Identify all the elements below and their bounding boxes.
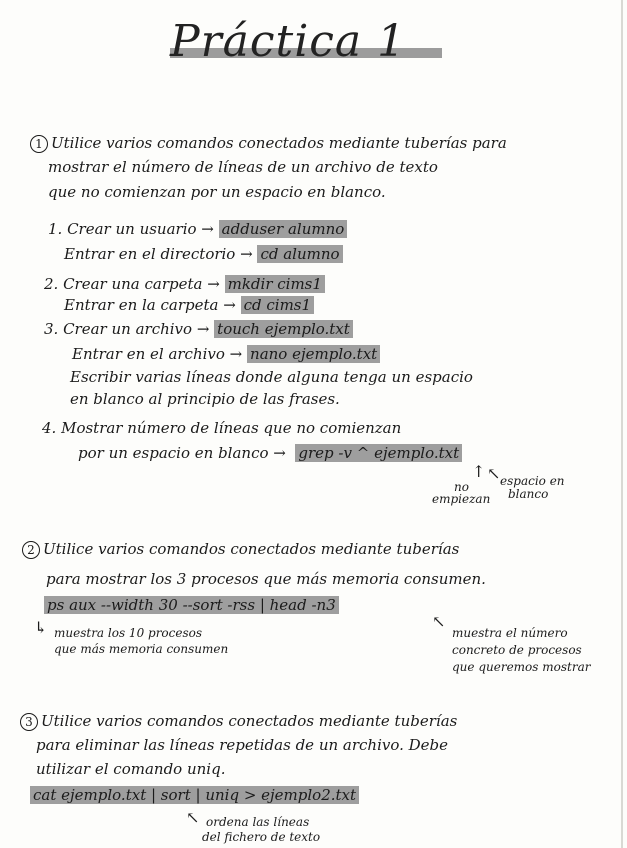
- annotation-left-1: muestra los 10 procesos: [54, 626, 203, 640]
- annotation-right-2: concreto de procesos: [452, 643, 582, 657]
- annotation-sort-2: del fichero de texto: [202, 830, 321, 844]
- exercise-2-line-1: 2 Utilice varios comandos conectados mediante tuberías: [22, 540, 459, 559]
- step-1b: Entrar en el directorio → cd alumno: [64, 245, 343, 263]
- exercise-2-line-2: para mostrar los 3 procesos que más memoria consumen.: [46, 570, 486, 588]
- step-4b: por un espacio en blanco → grep -v ^ ejemplo.txt: [78, 444, 462, 462]
- arrow-up-icon: ↖: [487, 464, 501, 483]
- exercise-3-line-2: para eliminar las líneas repetidas de un archivo. Debe: [36, 736, 449, 754]
- command-highlight: cd alumno: [257, 245, 342, 263]
- annotation-no: no: [454, 480, 469, 494]
- command-highlight: cat ejemplo.txt | sort | uniq > ejemplo2.txt: [30, 786, 359, 804]
- page-title: Práctica 1: [170, 16, 407, 67]
- annotation-right-1: muestra el número: [452, 626, 568, 640]
- annotation-left-2: que más memoria consumen: [54, 642, 229, 656]
- command-highlight: grep -v ^ ejemplo.txt: [295, 444, 462, 462]
- exercise-1-line-3: que no comienzan por un espacio en blanco.: [48, 183, 386, 201]
- arrow-up-icon: ↑: [472, 462, 486, 481]
- step-2b: Entrar en la carpeta → cd cims1: [64, 296, 314, 314]
- step-1a: 1. Crear un usuario → adduser alumno: [48, 220, 347, 238]
- exercise-2-command: [44, 596, 339, 614]
- arrow-up-icon: ↖: [186, 808, 200, 827]
- step-2a: 2. Crear una carpeta → mkdir cims1: [44, 275, 325, 293]
- exercise-3-line-3: utilizar el comando uniq.: [36, 760, 226, 778]
- exercise-1-line-2: mostrar el número de líneas de un archivo de texto: [48, 158, 438, 176]
- command-highlight: cd cims1: [241, 296, 314, 314]
- annotation-espacio: espacio en: [500, 474, 565, 488]
- curved-arrow-icon: ↳: [34, 618, 48, 637]
- step-3c: Escribir varias líneas donde alguna tenga un espacio: [70, 368, 473, 386]
- exercise-number: 3: [20, 713, 38, 731]
- annotation-empiezan: empiezan: [432, 492, 491, 506]
- annotation-blanco: blanco: [508, 487, 549, 501]
- command-highlight: adduser alumno: [219, 220, 348, 238]
- annotation-sort-1: ordena las líneas: [206, 815, 310, 829]
- exercise-number: 2: [22, 541, 40, 559]
- command-highlight: touch ejemplo.txt: [214, 320, 353, 338]
- exercise-3-line-1: 3 Utilice varios comandos conectados mediante tuberías: [20, 712, 457, 731]
- annotation-right-3: que queremos mostrar: [452, 660, 591, 674]
- exercise-number: 1: [30, 135, 48, 153]
- step-4a: 4. Mostrar número de líneas que no comienzan: [42, 419, 402, 437]
- exercise-3-command: [30, 786, 359, 804]
- command-highlight: nano ejemplo.txt: [247, 345, 380, 363]
- step-3d: en blanco al principio de las frases.: [70, 390, 340, 408]
- step-3b: Entrar en el archivo → nano ejemplo.txt: [72, 345, 380, 363]
- command-highlight: mkdir cims1: [225, 275, 325, 293]
- command-highlight: ps aux --width 30 --sort -rss | head -n3: [44, 596, 339, 614]
- arrow-up-icon: ↖: [432, 612, 446, 631]
- step-3a: 3. Crear un archivo → touch ejemplo.txt: [44, 320, 353, 338]
- exercise-1-line-1: 1 Utilice varios comandos conectados mediante tuberías para: [30, 134, 507, 153]
- page-edge: [621, 0, 623, 848]
